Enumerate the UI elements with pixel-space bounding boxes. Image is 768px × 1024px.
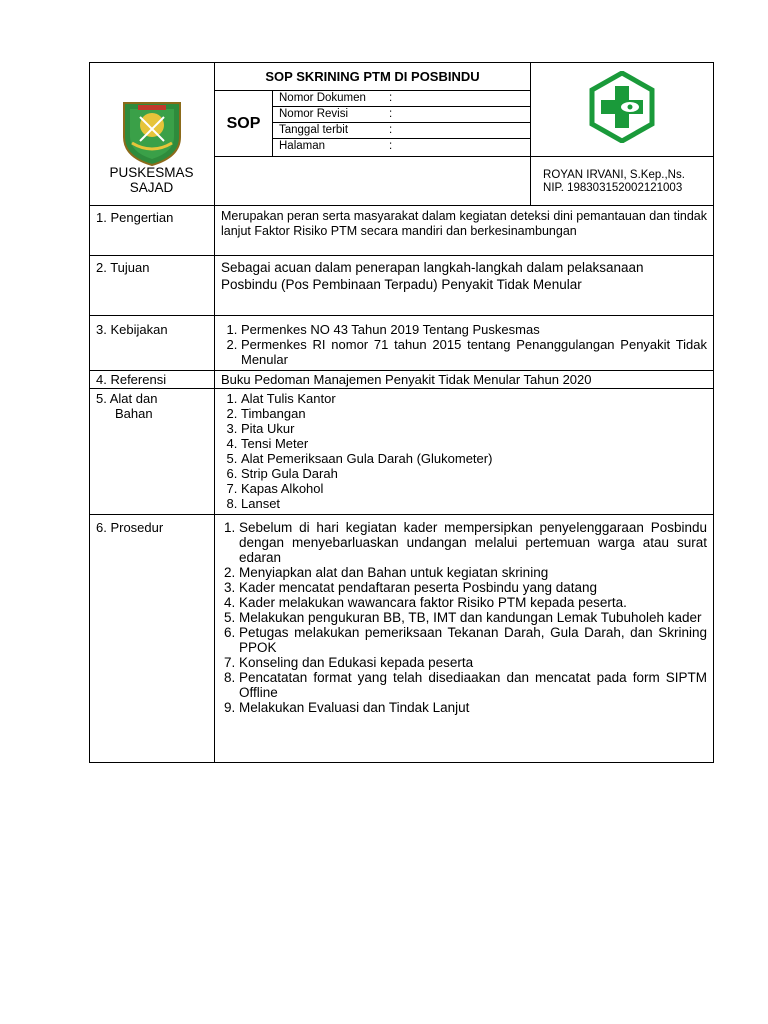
section-text-tujuan: Sebagai acuan dalam penerapan langkah-langkah dalam pelaksanaan Posbindu (Pos Pembinaan Terpadu) Penyakit Tidak Menular <box>215 255 714 315</box>
signatory-name: ROYAN IRVANI, S.Kep.,Ns. <box>543 169 685 181</box>
signatory-cell <box>531 157 714 206</box>
label-line: 5. Alat dan <box>96 390 158 406</box>
meta-row-tanggal-terbit <box>273 123 530 139</box>
meta-row-nomor-revisi <box>273 107 530 123</box>
list-item: 8. Pencatatan format yang telah disediaakan dan mencatat pada form SIPTM Offline <box>239 670 707 700</box>
list-item: 3. Pita Ukur <box>241 421 707 436</box>
list-item: 7. Kapas Alkohol <box>241 481 707 496</box>
sop-label: SOP <box>215 91 273 157</box>
section-list-prosedur <box>215 514 714 762</box>
section-text-referensi: Buku Pedoman Manajemen Penyakit Tidak Menular Tahun 2020 <box>215 370 714 388</box>
section-label-alat-bahan <box>90 388 215 514</box>
puskesmas-logo-icon <box>586 71 658 143</box>
meta-sep: : <box>389 124 393 136</box>
section-list-kebijakan <box>215 315 714 370</box>
sop-document <box>89 62 713 763</box>
meta-sep: : <box>389 92 393 104</box>
meta-label: Tanggal terbit <box>279 124 349 136</box>
signatory-nip: NIP. 198303152002121003 <box>543 182 683 194</box>
list-item: 1. Permenkes NO 43 Tahun 2019 Tentang Puskesmas <box>241 322 707 337</box>
section-list-alat-bahan <box>215 388 714 514</box>
section-label-pengertian: 1. Pengertian <box>90 206 215 255</box>
meta-sep: : <box>389 140 393 152</box>
list-item: 9. Melakukan Evaluasi dan Tindak Lanjut <box>239 700 707 715</box>
meta-row-halaman <box>273 139 530 154</box>
meta-label: Halaman <box>279 140 326 152</box>
section-label-prosedur: 6. Prosedur <box>90 514 215 762</box>
document-title: SOP SKRINING PTM DI POSBINDU <box>215 63 531 91</box>
meta-sep: : <box>389 108 393 120</box>
label-line: Bahan <box>115 405 153 421</box>
list-item: 2. Permenkes RI nomor 71 tahun 2015 tentang Penanggulangan Penyakit Tidak Menular <box>241 337 707 367</box>
section-label-kebijakan: 3. Kebijakan <box>90 315 215 370</box>
organization-name <box>89 165 214 195</box>
list-item: 3. Kader mencatat pendaftaran peserta Posbindu yang datang <box>239 580 707 595</box>
list-item: 7. Konseling dan Edukasi kepada peserta <box>239 655 707 670</box>
list-item: 1. Sebelum di hari kegiatan kader mempersipkan penyelenggaraan Posbindu dengan menyebarluaskan undangan melalui pertemuan warga atau surat edaran <box>239 520 707 565</box>
section-text-pengertian: Merupakan peran serta masyarakat dalam kegiatan deteksi dini pemantauan dan tindak lanjut Faktor Risiko PTM secara mandiri dan berkesinambungan <box>215 206 714 255</box>
org-line-1: PUSKESMAS <box>109 165 194 180</box>
list-item: 1. Alat Tulis Kantor <box>241 391 707 406</box>
list-item: 6. Strip Gula Darah <box>241 466 707 481</box>
list-item: 5. Melakukan pengukuran BB, TB, IMT dan kandungan Lemak Tubuholeh kader <box>239 610 707 625</box>
document-meta <box>273 91 531 157</box>
section-label-referensi: 4. Referensi <box>90 370 215 388</box>
puskesmas-logo-cell <box>531 63 714 157</box>
meta-label: Nomor Revisi <box>279 108 349 120</box>
list-item: 5. Alat Pemeriksaan Gula Darah (Glukometer) <box>241 451 707 466</box>
meta-row-nomor-dokumen <box>273 91 530 107</box>
list-item: 4. Tensi Meter <box>241 436 707 451</box>
section-label-tujuan: 2. Tujuan <box>90 255 215 315</box>
sop-sections <box>89 206 714 763</box>
meta-label: Nomor Dokumen <box>279 92 366 104</box>
list-item: 2. Timbangan <box>241 406 707 421</box>
blank-cell <box>215 157 531 206</box>
regional-emblem-icon <box>118 97 186 167</box>
list-item: 4. Kader melakukan wawancara faktor Risiko PTM kepada peserta. <box>239 595 707 610</box>
list-item: 6. Petugas melakukan pemeriksaan Tekanan Darah, Gula Darah, dan Skrining PPOK <box>239 625 707 655</box>
list-item: 2. Menyiapkan alat dan Bahan untuk kegiatan skrining <box>239 565 707 580</box>
org-line-2: SAJAD <box>129 180 174 195</box>
list-item: 8. Lanset <box>241 496 707 511</box>
